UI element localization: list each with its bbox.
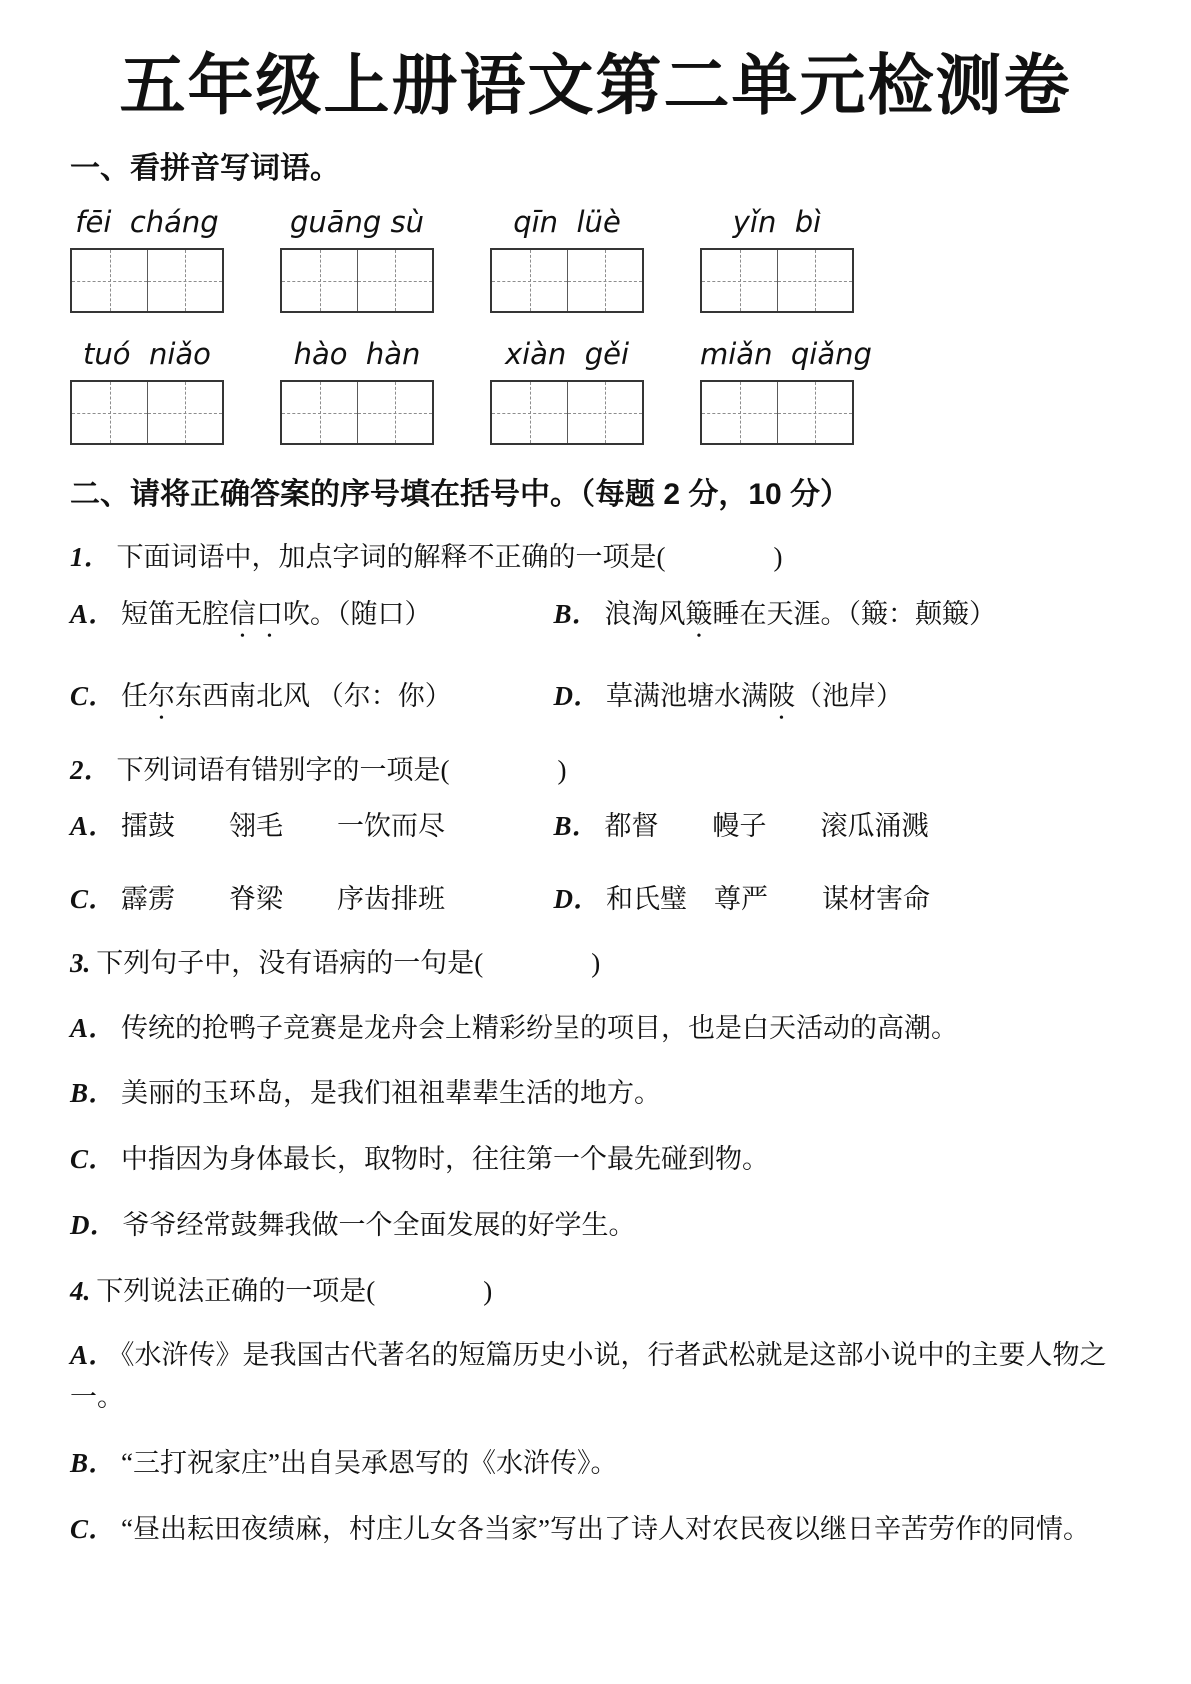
question-2-options — [70, 806, 1121, 919]
writing-grid — [490, 248, 644, 313]
option-a — [70, 806, 553, 847]
question-1-options — [70, 594, 1121, 726]
writing-cell — [282, 382, 357, 443]
pinyin-label: xiàn gěi — [504, 337, 630, 371]
option-text: 美丽的玉环岛，是我们祖祖辈辈生活的地方。 — [121, 1078, 662, 1109]
question-number: 1． — [70, 542, 111, 572]
dotted-word: 簸 — [685, 598, 713, 629]
option-text: 爷爷经常鼓舞我做一个全面发展的好学生。 — [122, 1210, 636, 1241]
option-text: 中指因为身体最长，取物时，往往第一个最先碰到物。 — [121, 1144, 770, 1175]
writing-cell — [567, 382, 642, 443]
option-d — [70, 1205, 1121, 1247]
pinyin-label: tuó niǎo — [83, 337, 211, 371]
option-text: 和氏璧 尊严 谋材害命 — [605, 883, 930, 914]
pinyin-row-1 — [70, 205, 1121, 313]
option-letter: B． — [70, 1448, 116, 1479]
dotted-word: 尔 — [148, 680, 176, 711]
writing-cell — [492, 250, 567, 311]
pinyin-word-group — [490, 337, 644, 445]
question-1-stem — [70, 537, 1121, 578]
option-c — [70, 1139, 1121, 1181]
pinyin-label: yǐn bì — [732, 205, 822, 239]
pinyin-label: hào hàn — [293, 337, 421, 371]
writing-cell — [72, 250, 147, 311]
pinyin-word-group — [700, 205, 854, 313]
section2-heading: 二、请将正确答案的序号填在括号中。（每题 2 分，10 分） — [70, 478, 851, 511]
option-letter: D． — [553, 883, 600, 914]
writing-cell — [777, 250, 852, 311]
option-b — [70, 1443, 1121, 1485]
option-d — [553, 879, 1121, 920]
question-text: 下列句子中，没有语病的一句是( ) — [96, 948, 601, 978]
option-text: 睡在天涯。（簸：颠簸） — [712, 598, 996, 629]
option-text: 霹雳 脊梁 序齿排班 — [121, 883, 446, 914]
pinyin-label: miǎn qiǎng — [700, 337, 872, 371]
option-a — [70, 594, 553, 644]
writing-cell — [282, 250, 357, 311]
option-letter: D． — [553, 680, 600, 711]
writing-grid — [70, 380, 224, 445]
option-letter: B． — [70, 1078, 116, 1109]
option-text: 擂鼓 翎毛 一饮而尽 — [121, 811, 446, 841]
pinyin-label: fēi cháng — [75, 205, 219, 239]
option-c — [70, 676, 553, 726]
writing-cell — [567, 250, 642, 311]
option-letter: B． — [553, 811, 599, 841]
pinyin-word-group — [280, 337, 434, 445]
option-d — [553, 676, 1121, 726]
option-c — [70, 879, 553, 920]
option-b — [70, 1073, 1121, 1115]
writing-cell — [147, 250, 222, 311]
writing-cell — [72, 382, 147, 443]
option-text: 任 — [121, 680, 149, 711]
writing-cell — [702, 250, 777, 311]
pinyin-word-group — [490, 205, 644, 313]
writing-grid — [280, 248, 434, 313]
option-c — [70, 1509, 1121, 1551]
page-title: 五年级上册语文第二单元检测卷 — [119, 50, 1072, 123]
option-b — [553, 806, 1121, 847]
pinyin-word-group — [70, 205, 224, 313]
option-letter: C． — [70, 1144, 116, 1175]
option-text: （池岸） — [794, 680, 903, 711]
option-b — [553, 594, 1121, 644]
question-text: 下列词语有错别字的一项是( ) — [116, 754, 567, 785]
pinyin-label: qīn lüè — [513, 205, 621, 239]
writing-grid — [70, 248, 224, 313]
option-letter: C． — [70, 883, 116, 914]
option-letter: B． — [553, 598, 599, 629]
writing-cell — [492, 382, 567, 443]
question-text: 下列说法正确的一项是( ) — [96, 1275, 493, 1306]
question-4-stem — [70, 1271, 1121, 1312]
question-text: 下面词语中，加点字词的解释不正确的一项是( ) — [116, 542, 783, 572]
option-text: 传统的抢鸭子竞赛是龙舟会上精彩纷呈的项目，也是白天活动的高潮。 — [121, 1012, 959, 1043]
pinyin-row-2 — [70, 337, 1121, 445]
option-text: 吹。（随口） — [283, 598, 432, 629]
pinyin-word-group — [700, 337, 872, 445]
writing-grid — [700, 380, 854, 445]
pinyin-label: guāng sù — [289, 205, 425, 239]
writing-grid — [280, 380, 434, 445]
option-text: 都督 幔子 滚瓜涌溅 — [604, 811, 929, 841]
option-text: 草满池塘水满 — [605, 680, 768, 711]
option-text: 《水浒传》是我国古代著名的短篇历史小说，行者武松就是这部小说中的主要人物之一。 — [70, 1340, 1107, 1413]
option-letter: A． — [70, 811, 116, 841]
pinyin-word-group — [70, 337, 224, 445]
writing-cell — [777, 382, 852, 443]
option-letter: A． — [70, 598, 116, 629]
option-letter: A． — [70, 1012, 116, 1043]
option-letter: C． — [70, 680, 116, 711]
option-letter: D． — [70, 1210, 117, 1241]
question-2-stem — [70, 750, 1121, 791]
option-text: 短笛无腔 — [121, 598, 230, 629]
option-a — [70, 1008, 1121, 1050]
writing-cell — [357, 250, 432, 311]
dotted-word: 信口 — [229, 598, 284, 629]
question-3-stem — [70, 943, 1121, 984]
dotted-word: 陂 — [767, 680, 795, 711]
pinyin-word-group — [280, 205, 434, 313]
option-a — [70, 1335, 1121, 1419]
writing-grid — [700, 248, 854, 313]
writing-cell — [702, 382, 777, 443]
option-text: 浪淘风 — [604, 598, 686, 629]
option-text: 东西南北风 （尔：你） — [175, 680, 452, 711]
section1-heading: 一、看拼音写词语。 — [70, 152, 340, 185]
question-number: 4. — [70, 1275, 91, 1306]
option-letter: C． — [70, 1513, 116, 1544]
writing-grid — [490, 380, 644, 445]
writing-cell — [357, 382, 432, 443]
option-text: “昼出耘田夜绩麻，村庄儿女各当家”写出了诗人对农民夜以继日辛苦劳作的同情。 — [121, 1513, 1090, 1544]
writing-cell — [147, 382, 222, 443]
question-number: 3. — [70, 948, 91, 978]
option-letter: A． — [70, 1340, 116, 1371]
option-text: “三打祝家庄”出自吴承恩写的《水浒传》。 — [121, 1448, 618, 1479]
question-number: 2． — [70, 754, 111, 785]
